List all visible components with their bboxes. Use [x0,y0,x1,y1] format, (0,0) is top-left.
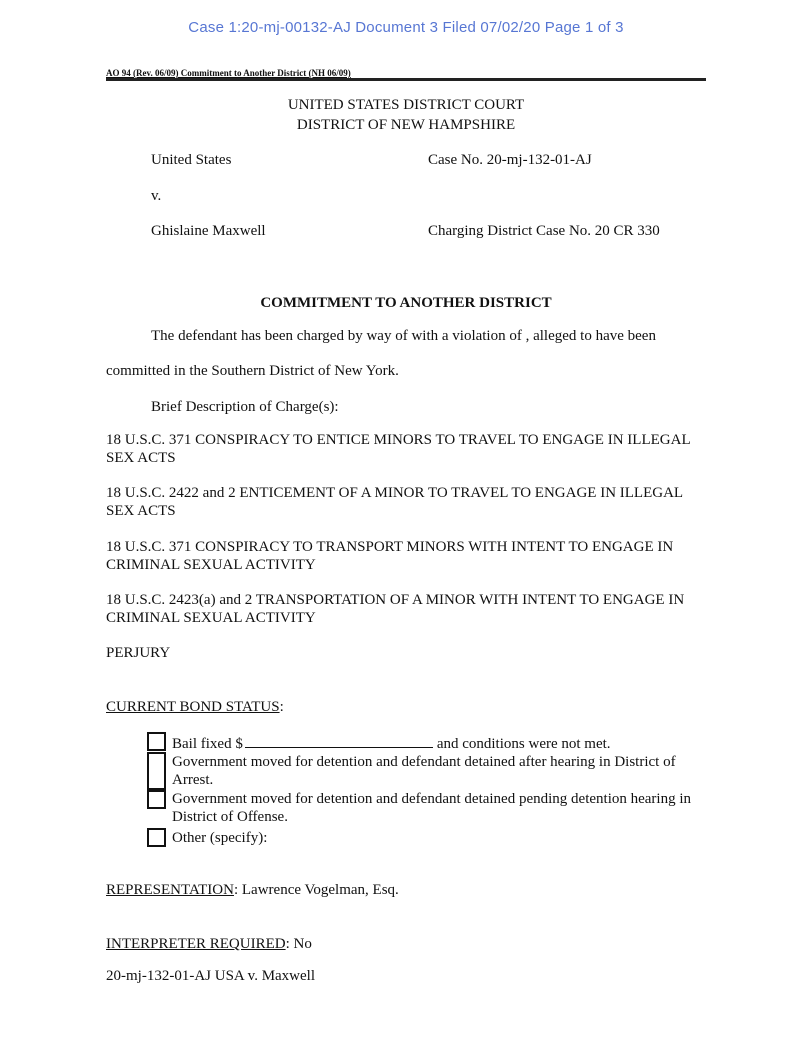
brief-description-label: Brief Description of Charge(s): [151,399,339,415]
detained-after-hearing-checkbox[interactable] [147,752,166,790]
bail-fixed-checkbox[interactable] [147,732,166,751]
footer-case-reference: 20-mj-132-01-AJ USA v. Maxwell [106,968,316,984]
detained-pending-hearing-checkbox[interactable] [147,790,166,809]
charging-district-case-number: Charging District Case No. 20 CR 330 [428,223,660,239]
charge-item: 18 U.S.C. 371 CONSPIRACY TO ENTICE MINORS TO TRAVEL TO ENGAGE IN ILLEGAL SEX ACTS [106,432,691,466]
other-specify-label: Other (specify): [172,830,268,846]
interpreter-value: : No [285,936,312,952]
bail-amount-field[interactable] [245,734,433,748]
representation-line [106,882,399,899]
bond-status-label: CURRENT BOND STATUS [106,699,280,715]
versus-label: v. [151,188,162,204]
bail-fixed-label: Bail fixed $ [172,736,243,752]
form-header-rule [106,78,706,81]
form-identifier: AO 94 (Rev. 06/09) Commitment to Another District (NH 06/09) [106,68,351,78]
detained-after-hearing-label: Government moved for detention and defendant detained after hearing in District of Arrest. [172,754,676,788]
representation-label: REPRESENTATION [106,882,234,898]
charge-item: 18 U.S.C. 2423(a) and 2 TRANSPORTATION OF A MINOR WITH INTENT TO ENGAGE IN CRIMINAL SEXUAL ACTIVITY [106,592,685,626]
court-district: DISTRICT OF NEW HAMPSHIRE [296,117,516,133]
interpreter-label: INTERPRETER REQUIRED [106,936,286,952]
bond-status-colon: : [279,699,284,715]
defendant-name: Ghislaine Maxwell [151,223,266,239]
charge-item: 18 U.S.C. 371 CONSPIRACY TO TRANSPORT MINORS WITH INTENT TO ENGAGE IN CRIMINAL SEXUAL ACTIVITY [106,539,674,573]
plaintiff-name: United States [151,152,232,168]
bail-conditions-label: and conditions were not met. [436,736,611,752]
document-title: COMMITMENT TO ANOTHER DISTRICT [260,295,552,311]
charge-item: 18 U.S.C. 2422 and 2 ENTICEMENT OF A MINOR TO TRAVEL TO ENGAGE IN ILLEGAL SEX ACTS [106,485,683,519]
case-number: Case No. 20-mj-132-01-AJ [428,152,592,168]
intro-text-line1: The defendant has been charged by way of with a violation of , alleged to have been [151,328,656,344]
representation-value: : Lawrence Vogelman, Esq. [233,882,399,898]
charge-item: PERJURY [106,645,171,661]
detained-pending-hearing-label: Government moved for detention and defendant detained pending detention hearing in District of Offense. [172,791,692,825]
intro-text-line2: committed in the Southern District of New York. [106,363,399,379]
interpreter-line [106,936,312,953]
ecf-header-stamp: Case 1:20-mj-00132-AJ Document 3 Filed 07/02/20 Page 1 of 3 [188,19,624,36]
bond-status-heading [106,699,284,716]
bail-fixed-option [172,734,611,753]
court-name: UNITED STATES DISTRICT COURT [287,97,525,113]
other-specify-checkbox[interactable] [147,828,166,847]
